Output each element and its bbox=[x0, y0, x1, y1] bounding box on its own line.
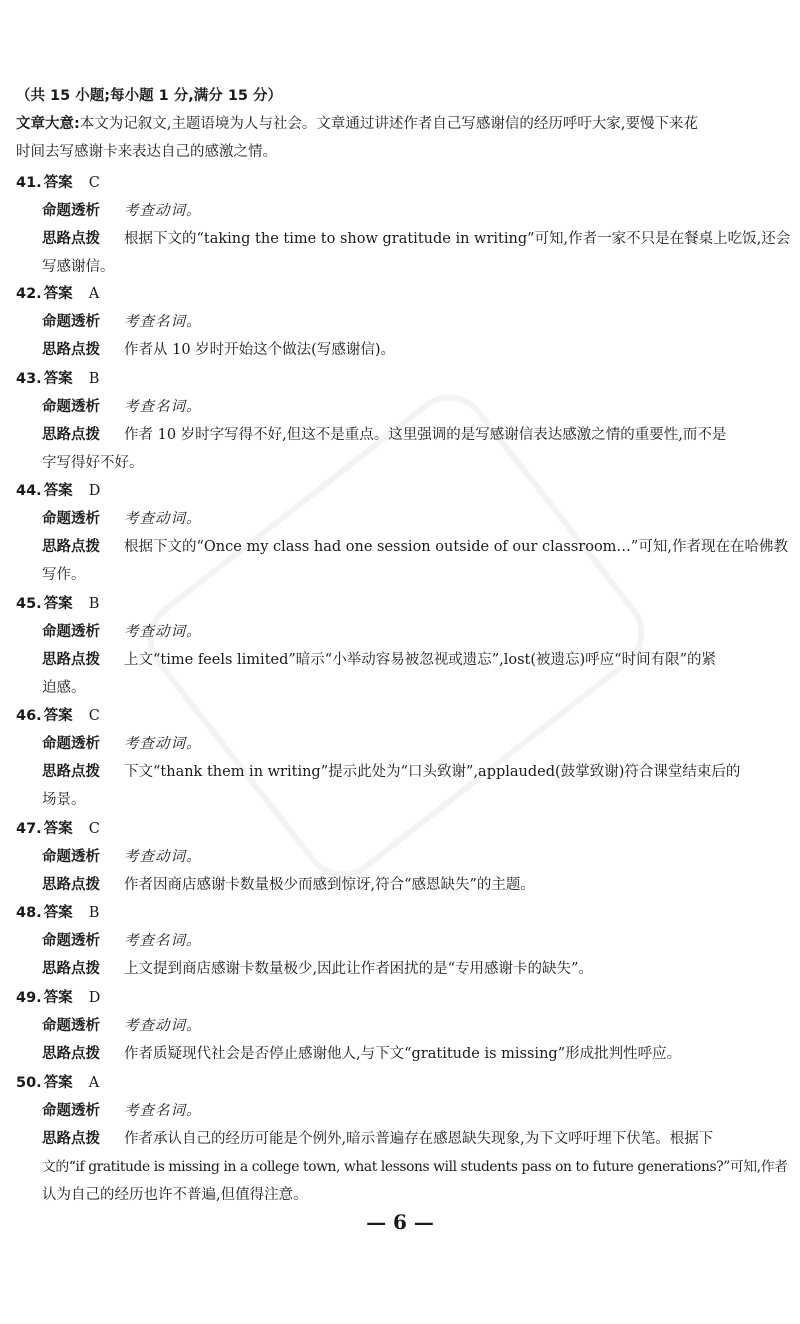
hint-text: 根据下文的“taking the time to show gratitude in writing”可知,作者一家不只是在餐桌上吃饭,还会 bbox=[124, 231, 791, 247]
summary-line-1 bbox=[16, 114, 698, 134]
score-note: （共 15 小题;每小题 1 分,满分 15 分） bbox=[16, 88, 283, 104]
analysis-row bbox=[42, 847, 202, 867]
hint-row bbox=[42, 1044, 681, 1064]
analysis-text: 考查动词。 bbox=[124, 849, 202, 865]
hint-label: 思路点拨 bbox=[42, 961, 100, 977]
question-number: 48. bbox=[16, 905, 42, 921]
hint-text: 作者因商店感谢卡数量极少而感到惊讶,符合“感恩缺失”的主题。 bbox=[124, 877, 535, 893]
answer-label: 答案 bbox=[43, 483, 73, 499]
question-number: 46. bbox=[16, 708, 42, 724]
question-number: 42. bbox=[16, 286, 42, 302]
question-number: 43. bbox=[16, 371, 42, 387]
question-header bbox=[16, 903, 99, 923]
hint-label: 思路点拨 bbox=[42, 231, 100, 247]
analysis-text: 考查名词。 bbox=[124, 314, 202, 330]
analysis-label: 命题透析 bbox=[42, 933, 100, 949]
answer-label: 答案 bbox=[43, 1075, 73, 1091]
hint-row bbox=[42, 425, 726, 445]
hint-text: 作者从 10 岁时开始这个做法(写感谢信)。 bbox=[124, 342, 395, 358]
hint-continuation: 场景。 bbox=[42, 792, 86, 808]
answer-label: 答案 bbox=[43, 905, 73, 921]
answer-label: 答案 bbox=[43, 371, 73, 387]
hint-text: 上文“time feels limited”暗示“小举动容易被忽视或遗忘”,lost(被遗忘)呼应“时间有限”的紧 bbox=[124, 652, 717, 668]
summary-label: 文章大意: bbox=[16, 116, 80, 132]
hint-row bbox=[42, 340, 395, 360]
answer-letter: D bbox=[88, 990, 101, 1006]
answer-label: 答案 bbox=[43, 596, 73, 612]
analysis-label: 命题透析 bbox=[42, 314, 100, 330]
analysis-label: 命题透析 bbox=[42, 1018, 100, 1034]
question-number: 49. bbox=[16, 990, 42, 1006]
question-header bbox=[16, 819, 100, 839]
analysis-row bbox=[42, 622, 202, 642]
hint-label: 思路点拨 bbox=[42, 764, 100, 780]
analysis-label: 命题透析 bbox=[42, 849, 100, 865]
answer-letter: B bbox=[88, 371, 100, 387]
analysis-label: 命题透析 bbox=[42, 511, 100, 527]
answer-letter: D bbox=[88, 483, 101, 499]
answer-label: 答案 bbox=[43, 821, 73, 837]
analysis-row bbox=[42, 734, 202, 754]
hint-continuation: 文的“if gratitude is missing in a college town, what lessons will students pass on to future generations?”可知,作者 bbox=[42, 1159, 788, 1175]
answer-letter: C bbox=[88, 708, 100, 724]
hint-row bbox=[42, 762, 740, 782]
hint-row bbox=[42, 650, 716, 670]
answer-label: 答案 bbox=[43, 286, 73, 302]
hint-row bbox=[42, 229, 790, 249]
question-header bbox=[16, 481, 100, 501]
question-header bbox=[16, 594, 99, 614]
analysis-row bbox=[42, 931, 202, 951]
answer-label: 答案 bbox=[43, 175, 73, 191]
hint-row bbox=[42, 1129, 713, 1149]
answer-letter: C bbox=[88, 175, 100, 191]
question-header bbox=[16, 173, 100, 193]
analysis-text: 考查名词。 bbox=[124, 933, 202, 949]
analysis-text: 考查名词。 bbox=[124, 1103, 202, 1119]
analysis-row bbox=[42, 1101, 202, 1121]
hint-text: 作者质疑现代社会是否停止感谢他人,与下文“gratitude is missing”形成批判性呼应。 bbox=[124, 1046, 682, 1062]
question-number: 45. bbox=[16, 596, 42, 612]
analysis-text: 考查动词。 bbox=[124, 624, 202, 640]
analysis-text: 考查名词。 bbox=[124, 399, 202, 415]
analysis-text: 考查动词。 bbox=[124, 203, 202, 219]
summary-text-1: 本文为记叙文,主题语境为人与社会。文章通过讲述作者自己写感谢信的经历呼吁大家,要慢下来花 bbox=[79, 116, 699, 132]
hint-row bbox=[42, 875, 535, 895]
analysis-label: 命题透析 bbox=[42, 1103, 100, 1119]
analysis-text: 考查动词。 bbox=[124, 1018, 202, 1034]
hint-text: 上文提到商店感谢卡数量极少,因此让作者困扰的是“专用感谢卡的缺失”。 bbox=[124, 961, 593, 977]
hint-label: 思路点拨 bbox=[42, 539, 100, 555]
analysis-text: 考查动词。 bbox=[124, 511, 202, 527]
analysis-row bbox=[42, 397, 202, 417]
analysis-row bbox=[42, 312, 202, 332]
hint-continuation: 写感谢信。 bbox=[42, 259, 115, 275]
analysis-label: 命题透析 bbox=[42, 399, 100, 415]
analysis-row bbox=[42, 509, 202, 529]
hint-text: 下文“thank them in writing”提示此处为“口头致谢”,applauded(鼓掌致谢)符合课堂结束后的 bbox=[124, 764, 741, 780]
hint-label: 思路点拨 bbox=[42, 1046, 100, 1062]
hint-label: 思路点拨 bbox=[42, 1131, 100, 1147]
answer-label: 答案 bbox=[43, 708, 73, 724]
analysis-row bbox=[42, 1016, 202, 1036]
analysis-label: 命题透析 bbox=[42, 624, 100, 640]
hint-continuation: 迫感。 bbox=[42, 680, 86, 696]
question-number: 44. bbox=[16, 483, 42, 499]
analysis-text: 考查动词。 bbox=[124, 736, 202, 752]
hint-continuation: 认为自己的经历也许不普遍,但值得注意。 bbox=[42, 1187, 308, 1203]
question-header bbox=[16, 369, 99, 389]
hint-label: 思路点拨 bbox=[42, 342, 100, 358]
question-header bbox=[16, 706, 100, 726]
answer-letter: B bbox=[88, 905, 100, 921]
hint-row bbox=[42, 959, 593, 979]
question-header bbox=[16, 284, 99, 304]
analysis-row bbox=[42, 201, 202, 221]
question-header bbox=[16, 1073, 99, 1093]
answer-letter: C bbox=[88, 821, 100, 837]
question-number: 41. bbox=[16, 175, 42, 191]
question-number: 47. bbox=[16, 821, 42, 837]
hint-row bbox=[42, 537, 788, 557]
analysis-label: 命题透析 bbox=[42, 203, 100, 219]
hint-label: 思路点拨 bbox=[42, 877, 100, 893]
summary-line-2: 时间去写感谢卡来表达自己的感激之情。 bbox=[16, 144, 277, 160]
hint-text: 根据下文的“Once my class had one session outside of our classroom…”可知,作者现在在哈佛教 bbox=[124, 539, 788, 555]
answer-letter: A bbox=[88, 1075, 100, 1091]
hint-label: 思路点拨 bbox=[42, 427, 100, 443]
answer-letter: B bbox=[88, 596, 100, 612]
hint-text: 作者 10 岁时字写得不好,但这不是重点。这里强调的是写感谢信表达感激之情的重要性,而不是 bbox=[124, 427, 727, 443]
answer-letter: A bbox=[88, 286, 100, 302]
question-header bbox=[16, 988, 100, 1008]
page-number: — 6 — bbox=[366, 1210, 434, 1234]
hint-continuation: 写作。 bbox=[42, 567, 86, 583]
answer-label: 答案 bbox=[43, 990, 73, 1006]
hint-text: 作者承认自己的经历可能是个例外,暗示普遍存在感恩缺失现象,为下文呼吁埋下伏笔。根据下 bbox=[124, 1131, 714, 1147]
hint-label: 思路点拨 bbox=[42, 652, 100, 668]
watermark bbox=[131, 378, 660, 893]
hint-continuation: 字写得好不好。 bbox=[42, 455, 144, 471]
question-number: 50. bbox=[16, 1075, 42, 1091]
analysis-label: 命题透析 bbox=[42, 736, 100, 752]
